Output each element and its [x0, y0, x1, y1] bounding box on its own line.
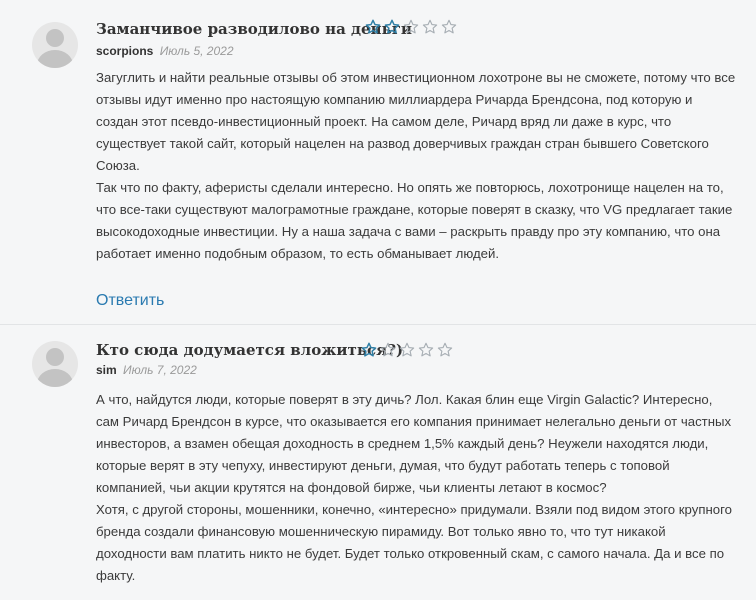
comment-title: Кто сюда додумается вложиться?) — [96, 341, 404, 359]
comment-date: Июль 7, 2022 — [123, 363, 197, 377]
comment-author[interactable]: scorpions — [96, 44, 154, 58]
avatar-head-shape — [46, 29, 64, 47]
star-filled-icon — [365, 19, 381, 35]
star-empty-icon — [399, 342, 415, 358]
star-rating — [361, 342, 453, 358]
comment-title: Заманчивое разводилово на деньги — [96, 20, 413, 38]
avatar — [32, 341, 78, 387]
star-rating — [365, 19, 457, 35]
avatar-head-shape — [46, 348, 64, 366]
comment-paragraph: Загуглить и найти реальные отзывы об этом инвестиционном лохотроне вы не сможете, потому что все отзывы идут именно про настоящую компанию миллиардера Ричарда Брендсона, под которую и создан этот псевдо-инвестиционный проект. На самом деле, Ричард вряд ли даже в курс, что существует такой сайт, который нацелен на развод доверчивых граждан стран бывшего Советского Союза. — [96, 70, 736, 173]
comment-meta — [96, 363, 197, 377]
comment-2 — [0, 325, 756, 600]
avatar — [32, 22, 78, 68]
comment-text — [96, 67, 736, 265]
comment-author[interactable]: sim — [96, 363, 117, 377]
star-filled-icon — [361, 342, 377, 358]
star-empty-icon — [422, 19, 438, 35]
comment-text — [96, 389, 736, 587]
star-empty-icon — [437, 342, 453, 358]
star-empty-icon — [418, 342, 434, 358]
comment-date: Июль 5, 2022 — [159, 44, 234, 58]
comment-paragraph: А что, найдутся люди, которые поверят в эту дичь? Лол. Какая блин еще Virgin Galactic? Интересно, сам Ричард Брендсон в курсе, что оказывается его компания принимает нелегально деньги от частных инвесторов, а взамен обещая доходность в среднем 1,5% каждый день? Неужели находятся люди, которые верят в эту чепуху, инвестируют деньги, думая, что будут работать теперь с топовой компанией, чьи акции крутятся на фондовой бирже, чьи клиенты летают в космос? — [96, 392, 732, 495]
star-empty-icon — [380, 342, 396, 358]
reply-link[interactable]: Ответить — [96, 292, 165, 309]
comment-paragraph: Так что по факту, аферисты сделали интересно. Но опять же повторюсь, лохотронище нацелен на то, что все-таки существуют малограмотные граждане, которые поверят в сказку, что VG предлагает такие высокодоходные инвестиции. Ну а наша задача с вами – раскрыть правду про эту компанию, что она работает именно подобным образом, то есть обманывает людей. — [96, 180, 733, 261]
comment-meta — [96, 44, 234, 58]
avatar-body-shape — [37, 369, 73, 387]
star-filled-icon — [384, 19, 400, 35]
avatar-body-shape — [37, 50, 73, 68]
comment-paragraph: Хотя, с другой стороны, мошенники, конечно, «интересно» придумали. Взяли под видом этого крупного бренда создали финансовую мошенническую пирамиду. Вот только явно то, что тут никакой доходности вам платить никто не будет. Будет только откровенный скам, с самого начала. Да и все по факту. — [96, 502, 732, 583]
star-empty-icon — [441, 19, 457, 35]
star-empty-icon — [403, 19, 419, 35]
